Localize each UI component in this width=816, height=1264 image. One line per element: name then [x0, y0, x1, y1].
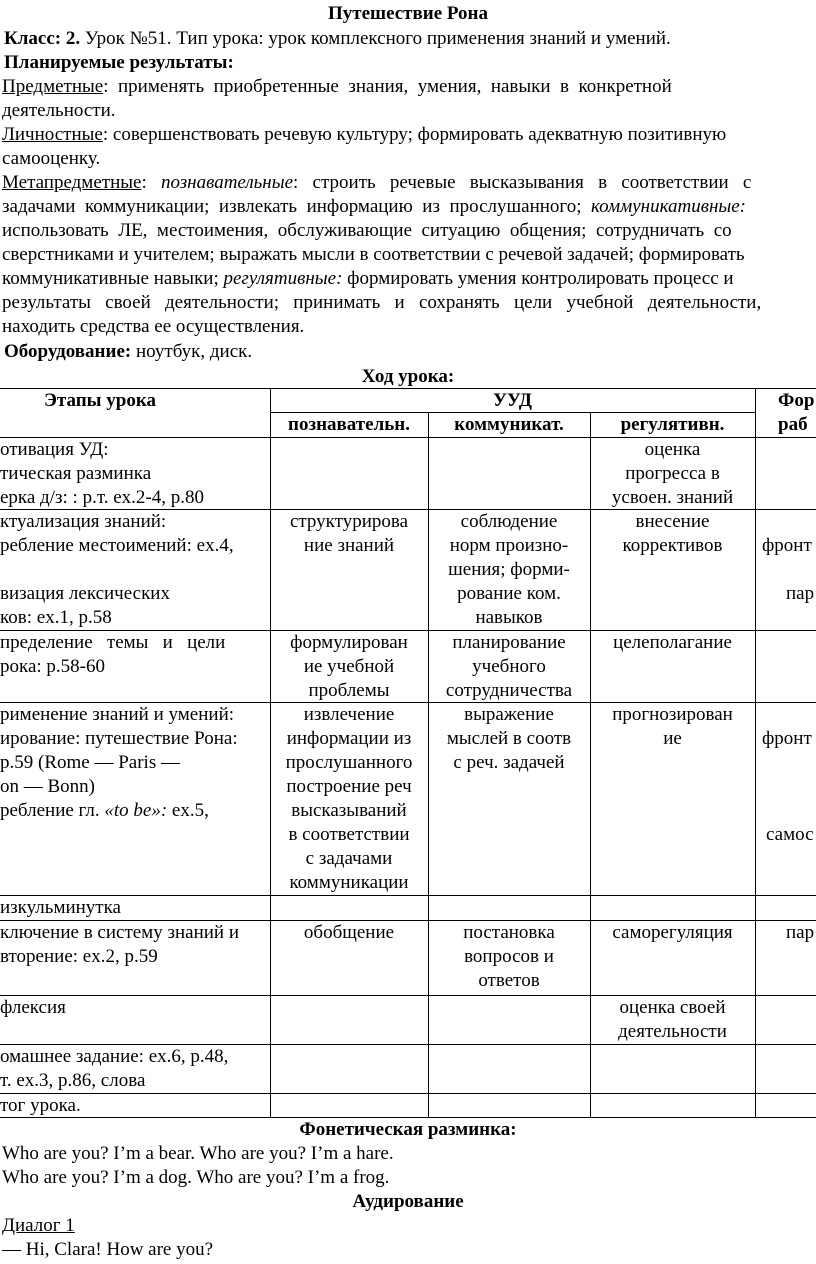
cell-line: сотрудничества	[445, 680, 573, 701]
cell-line: вопросов и	[464, 946, 554, 967]
phonetic-line2: Who are you? I’m a dog. Who are you? I’m a frog.	[2, 1167, 390, 1188]
cell-line: высказываний	[291, 800, 407, 821]
page-title: Путешествие Рона	[328, 3, 488, 24]
personal-text: : совершенствовать речевую культуру; формировать адекватную позитивную	[102, 124, 727, 145]
cell-line: проблемы	[308, 680, 390, 701]
stage-line: ерка д/з: : р.т. ex.2-4, p.80	[0, 487, 204, 508]
cell-line: с задачами	[305, 848, 393, 869]
cognitive-cell	[270, 703, 428, 895]
stage-line	[0, 799, 238, 823]
personal-label: Личностные	[2, 124, 103, 145]
cognitive-cell	[270, 510, 428, 558]
stage-text-end: ex.5,	[167, 800, 209, 821]
form-cell: фронт	[762, 535, 812, 556]
meta-line5-rest: формировать умения контролировать процесс и	[342, 268, 734, 289]
meta-line5-text: коммуникативные навыки;	[2, 268, 219, 289]
cell-line: деятельности	[618, 1021, 727, 1042]
cell-line: выражение	[464, 704, 554, 725]
header-form-l2: раб	[778, 414, 808, 435]
cell-line: построение реч	[286, 776, 412, 797]
cognitive-label: познавательные	[160, 172, 294, 193]
cell-line: коммуникации	[289, 872, 409, 893]
cell-line: ие	[663, 728, 682, 749]
regulative-cell	[590, 703, 755, 751]
regulative-cell	[590, 921, 755, 945]
regulative-cell	[590, 996, 755, 1044]
personal-results-line2: самооценку.	[2, 148, 101, 169]
cognitive-cell	[270, 921, 428, 945]
cell-line: внесение	[635, 511, 710, 532]
cell-line: формулирован	[290, 632, 408, 653]
header-communicative: коммуникат.	[454, 414, 564, 435]
form-cell: пар	[786, 583, 815, 604]
cell-line: информации из	[286, 728, 412, 749]
form-cell: пар	[786, 922, 815, 943]
stage-cell	[0, 1045, 228, 1093]
stage-cell: тог урока.	[0, 1095, 81, 1116]
phonetic-title: Фонетическая разминка:	[299, 1119, 517, 1140]
meta-line1	[2, 171, 751, 195]
cell-line: ие учебной	[303, 656, 395, 677]
cell-line: норм произно-	[449, 535, 569, 556]
header-stages: Этапы урока	[44, 390, 156, 411]
meta-line5	[2, 267, 734, 291]
stage-line: ков: ex.1, p.58	[0, 607, 112, 628]
cell-line: структурирова	[289, 511, 409, 532]
stage-line: тическая разминка	[0, 463, 152, 484]
stage-cell: изкульминутка	[0, 897, 121, 918]
stage-line: рока: p.58-60	[0, 656, 105, 677]
cell-line: прогнозирован	[612, 704, 733, 725]
cell-line: рование ком.	[457, 583, 561, 604]
stage-line: визация лексических	[0, 583, 170, 604]
planned-results-heading: Планируемые результаты:	[4, 52, 234, 73]
stage-italic: «to be»:	[104, 800, 168, 821]
cognitive-cell	[270, 631, 428, 703]
cell-line: в соответствии	[288, 824, 410, 845]
meta-line4: сверстниками и учителем; выражать мысли в соответствии с речевой задачей; формировать	[2, 244, 745, 265]
subject-results-line2: деятельности.	[2, 100, 116, 121]
class-line	[4, 27, 671, 51]
stage-text: ребление гл.	[0, 800, 105, 821]
class-rest: Урок №51. Тип урока: урок комплексного применения знаний и умений.	[80, 28, 671, 49]
stage-line: т. ex.3, p.86, слова	[0, 1070, 146, 1091]
cell-line: ние знаний	[303, 535, 395, 556]
communicative-cell	[428, 631, 590, 703]
meta-line2	[2, 195, 746, 219]
subject-text: : применять приобретенные знания, умения, навыки в конкретной	[103, 76, 672, 97]
equipment-line	[4, 340, 252, 364]
stage-line: ктуализация знаний:	[0, 511, 167, 532]
header-regulative: регулятивн.	[620, 414, 725, 435]
communicative-cell	[428, 703, 590, 775]
meta-label: Метапредметные	[2, 172, 142, 193]
cell-line: соблюдение	[460, 511, 558, 532]
stage-line: рименение знаний и умений:	[0, 704, 235, 725]
stage-line: ирование: путешествие Рона:	[0, 728, 238, 749]
stage-line: пределение темы и цели	[0, 632, 226, 653]
cell-line: коррективов	[622, 535, 723, 556]
regulative-cell	[590, 510, 755, 558]
cell-line: обобщение	[303, 922, 395, 943]
stage-line: p.59 (Rome — Paris —	[0, 752, 180, 773]
header-form-l1: Фор	[778, 390, 815, 411]
cell-line: оценка	[644, 439, 701, 460]
subject-results-line1	[2, 75, 814, 99]
communicative-cell	[428, 921, 590, 993]
stage-cell: флексия	[0, 997, 66, 1018]
communicative-label: коммуникативные:	[591, 196, 747, 217]
cell-line: усвоен. знаний	[611, 487, 734, 508]
meta-line3: использовать ЛЕ, местоимения, обслуживающие ситуацию общения; сотрудничать со	[2, 220, 732, 241]
stage-cell	[0, 438, 204, 510]
form-cell: самос	[766, 824, 814, 845]
cell-line: мыслей в соотв	[446, 728, 572, 749]
meta-line7: находить средства ее осуществления.	[2, 316, 305, 337]
meta-colon: :	[141, 172, 147, 193]
stage-line: ребление местоимений: ex.4,	[0, 535, 234, 556]
cell-line: извлечение	[303, 704, 395, 725]
cell-line: шения; форми-	[448, 559, 570, 580]
cell-line: целеполагание	[613, 632, 732, 653]
form-cell: фронт	[762, 728, 812, 749]
stage-cell	[0, 631, 266, 679]
cell-line: прогресса в	[625, 463, 720, 484]
regulative-cell	[590, 438, 755, 510]
subject-label: Предметные	[2, 76, 104, 97]
meta-line6: результаты своей деятельности; принимать и сохранять цели учебной деятельности,	[2, 292, 762, 313]
lesson-flow-title: Ход урока:	[361, 366, 455, 387]
header-cognitive: познавательн.	[288, 414, 410, 435]
stage-cell	[0, 510, 234, 630]
cell-line: ответов	[478, 970, 540, 991]
stage-line: вторение: ex.2, p.59	[0, 946, 158, 967]
cell-line: планирование	[452, 632, 566, 653]
dialog-label: Диалог 1	[2, 1215, 75, 1236]
meta-line2-text: задачами коммуникации; извлекать информацию из прослушанного;	[2, 196, 582, 217]
stage-cell	[0, 921, 239, 969]
class-label: Класс: 2.	[4, 28, 81, 49]
listening-title: Аудирование	[352, 1191, 464, 1212]
meta-line1-text: : строить речевые высказывания в соответствии с	[293, 172, 752, 193]
dialog-line1: — Hi, Clara! How are you?	[2, 1239, 214, 1260]
stage-line: on — Bonn)	[0, 776, 95, 797]
cell-line: саморегуляция	[612, 922, 733, 943]
personal-results-line1	[2, 123, 726, 147]
header-uud: УУД	[492, 390, 533, 411]
stage-cell	[0, 703, 238, 823]
cell-line: оценка своей	[619, 997, 726, 1018]
cell-line: постановка	[463, 922, 555, 943]
cell-line: с реч. задачей	[453, 752, 565, 773]
phonetic-line1: Who are you? I’m a bear. Who are you? I’m a hare.	[2, 1143, 394, 1164]
stage-line: ключение в систему знаний и	[0, 922, 239, 943]
equipment-label: Оборудование:	[4, 341, 132, 362]
equipment-value: ноутбук, диск.	[131, 341, 253, 362]
stage-line: отивация УД:	[0, 439, 109, 460]
communicative-cell	[428, 510, 590, 630]
cell-line: прослушанного	[285, 752, 413, 773]
cell-line: учебного	[472, 656, 546, 677]
stage-line: омашнее задание: ex.6, p.48,	[0, 1046, 229, 1067]
regulative-label: регулятивные:	[223, 268, 343, 289]
cell-line: навыков	[475, 607, 543, 628]
regulative-cell	[590, 631, 755, 655]
